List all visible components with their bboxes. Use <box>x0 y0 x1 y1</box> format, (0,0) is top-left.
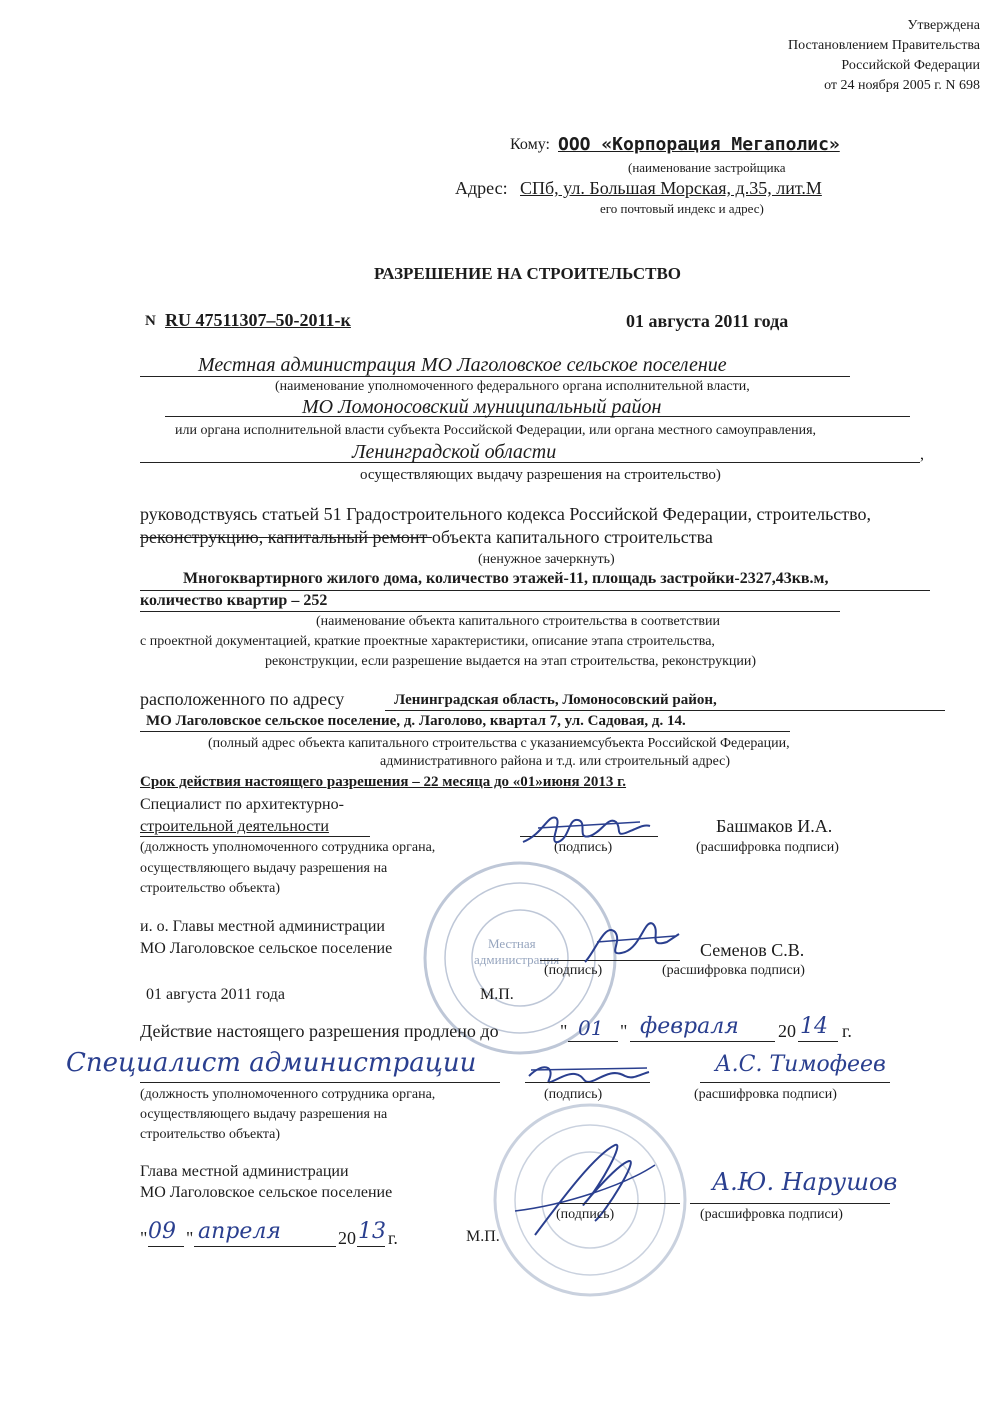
object-caption-3: реконструкции, если разрешение выдается на этап строительства, реконструкции) <box>265 654 757 669</box>
specialist-pos-caption-3: строительство объекта) <box>140 881 281 896</box>
extension-day: 01 <box>578 1016 604 1040</box>
ext-date-month: апреля <box>198 1219 281 1244</box>
extension-label: Действие настоящего разрешения продлено до <box>140 1021 499 1041</box>
ext-decode-caption: (расшифровка подписи) <box>694 1087 837 1102</box>
specialist-position-1: Специалист по архитектурно- <box>140 796 344 813</box>
ext-head-signature <box>505 1125 665 1245</box>
address-value: СПб, ул. Большая Морская, д.35, лит.М <box>520 178 822 198</box>
mp-label-1: М.П. <box>480 986 514 1003</box>
object-line-2: количество квартир – 252 <box>140 592 328 609</box>
ext-sign-caption: (подпись) <box>544 1087 603 1102</box>
object-line-1: Многоквартирного жилого дома, количество этажей-11, площадь застройки-2327,43кв.м, <box>183 570 829 587</box>
ext-head-name: А.Ю. Нарушов <box>712 1168 898 1196</box>
head-position-1: и. о. Главы местной администрации <box>140 918 385 935</box>
permit-number-prefix: N <box>145 313 156 329</box>
specialist-pos-caption-2: осуществляющего выдачу разрешения на <box>140 861 388 876</box>
object-caption-2: с проектной документацией, краткие проектные характеристики, описание этапа строительства, <box>140 634 715 649</box>
authority-caption-1: (наименование уполномоченного федерального органа исполнительной власти, <box>275 379 750 394</box>
specialist-name: Башмаков И.А. <box>716 816 833 836</box>
head-position-2: МО Лаголовское сельское поселение <box>140 940 393 957</box>
head-decode-caption: (расшифровка подписи) <box>662 963 805 978</box>
ext-date-year-suffix: 13 <box>358 1219 386 1244</box>
address-caption: его почтовый индекс и адрес) <box>600 201 764 216</box>
approval-line-4: от 24 ноября 2005 г. N 698 <box>824 78 980 93</box>
specialist-signature <box>518 804 658 854</box>
extension-quote-close: " <box>620 1021 628 1041</box>
stamp-center-2: администрация <box>474 952 560 967</box>
located-line-1: Ленинградская область, Ломоносовский район, <box>394 692 717 708</box>
ext-date-year-end: г. <box>388 1228 398 1248</box>
located-line-2: МО Лаголовское сельское поселение, д. Лаголово, квартал 7, ул. Садовая, д. 14. <box>146 713 686 729</box>
to-value: ООО «Корпорация Мегаполис» <box>558 134 840 155</box>
intro-rest-text: объекта капитального строительства <box>431 527 713 547</box>
extension-year-suffix: 14 <box>800 1014 828 1039</box>
authority-line-3-tail: , <box>920 446 924 463</box>
ext-pos-caption-2: осуществляющего выдачу разрешения на <box>140 1107 388 1122</box>
specialist-sign-caption: (подпись) <box>554 840 613 855</box>
ext-head-position-1: Глава местной администрации <box>140 1163 349 1180</box>
to-caption: (наименование застройщика <box>628 160 786 175</box>
document-title: РАЗРЕШЕНИЕ НА СТРОИТЕЛЬСТВО <box>374 264 682 283</box>
located-caption-2: административного района и т.д. или строительный адрес) <box>380 754 731 769</box>
intro-line-1: руководствуясь статьей 51 Градостроительного кодекса Российской Федерации, строительство, <box>140 504 872 524</box>
stamp-center-1: Местная <box>488 936 536 951</box>
validity: Срок действия настоящего разрешения – 22 месяца до «01»июня 2013 г. <box>140 774 627 790</box>
extension-year-end: г. <box>842 1021 852 1041</box>
address-label: Адрес: <box>455 178 508 198</box>
issue-date: 01 августа 2011 года <box>146 986 285 1003</box>
ext-date-day: 09 <box>148 1219 176 1244</box>
extension-quote-open: " <box>560 1021 568 1041</box>
authority-line-2: МО Ломоносовский муниципальный район <box>302 396 662 418</box>
object-caption-1: (наименование объекта капитального строительства в соответствии <box>316 614 720 629</box>
approval-line-3: Российской Федерации <box>841 58 980 73</box>
ext-head-position-2: МО Лаголовское сельское поселение <box>140 1184 393 1201</box>
permit-number: RU 47511307–50-2011-к <box>165 310 351 330</box>
extension-month: февраля <box>640 1014 739 1039</box>
intro-caption: (ненужное зачеркнуть) <box>478 552 615 567</box>
intro-struck-text: реконструкцию, капитальный ремонт <box>140 527 432 547</box>
authority-line-1: Местная администрация МО Лаголовское сельское поселение <box>198 354 727 376</box>
approval-line-2: Постановлением Правительства <box>788 38 980 53</box>
head-sign-caption: (подпись) <box>544 963 603 978</box>
located-caption-1: (полный адрес объекта капитального строительства с указаниемсубъекта Российской Федерации, <box>208 736 790 751</box>
specialist-decode-caption: (расшифровка подписи) <box>696 840 839 855</box>
extension-year-prefix: 20 <box>778 1021 796 1041</box>
ext-date-year-prefix: 20 <box>338 1228 356 1248</box>
extension-position: Специалист администрации <box>66 1048 477 1078</box>
approval-line-1: Утверждена <box>907 18 980 33</box>
extension-specialist-name: А.С. Тимофеев <box>715 1052 886 1077</box>
located-label: расположенного по адресу <box>140 689 345 709</box>
authority-caption-3: осуществляющих выдачу разрешения на строительство) <box>360 467 721 483</box>
mp-label-2: М.П. <box>466 1228 500 1245</box>
extension-specialist-signature <box>525 1052 655 1092</box>
permit-date: 01 августа 2011 года <box>626 311 789 331</box>
ext-date-quote-open: " <box>140 1228 148 1248</box>
ext-head-decode-caption: (расшифровка подписи) <box>700 1207 843 1222</box>
head-name: Семенов С.В. <box>700 940 805 960</box>
specialist-position-2: строительной деятельности <box>140 818 329 835</box>
ext-pos-caption-3: строительство объекта) <box>140 1127 281 1142</box>
ext-date-quote-close: " <box>186 1228 194 1248</box>
authority-caption-2: или органа исполнительной власти субъекта Российской Федерации, или органа местного самоуправления, <box>175 423 817 438</box>
intro-line-2 <box>140 527 713 548</box>
ext-pos-caption-1: (должность уполномоченного сотрудника органа, <box>140 1087 436 1102</box>
ext-head-sign-caption: (подпись) <box>556 1207 615 1222</box>
authority-line-3: Ленинградской области <box>352 441 557 463</box>
to-label: Кому: <box>510 136 550 153</box>
specialist-pos-caption-1: (должность уполномоченного сотрудника органа, <box>140 840 436 855</box>
